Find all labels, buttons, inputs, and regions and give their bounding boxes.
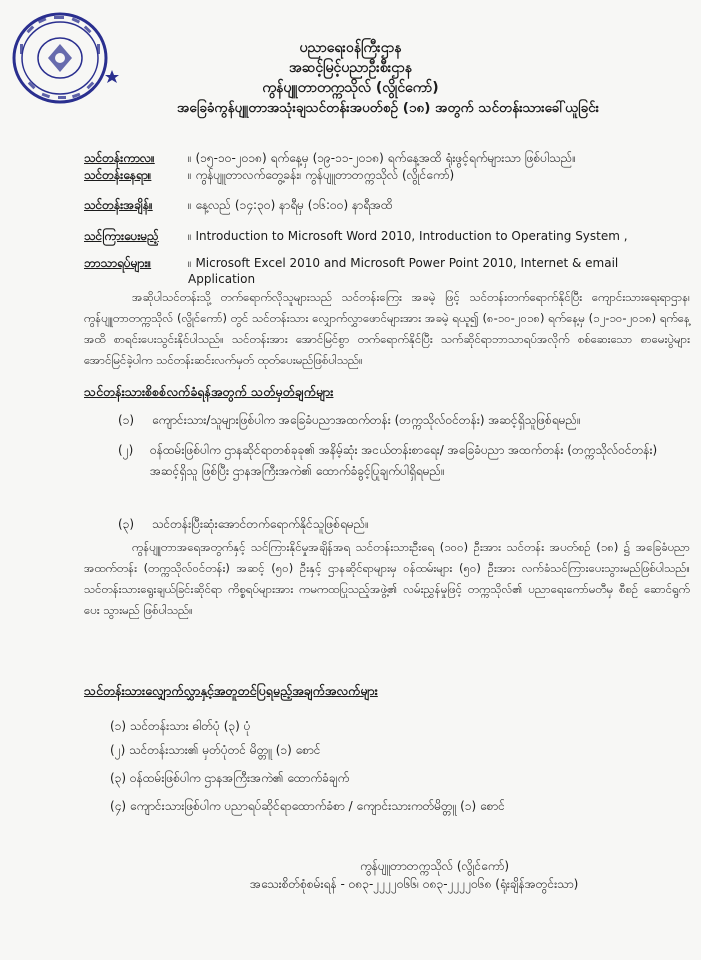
info-value: ။ (၁၅-၁၀-၂၀၁၈) ရက်နေ့မှ (၁၉-၁၁-၂၀၁၈) ရက်နေ့အထိ ရုံးဖွင့်ရက်များသာ ဖြစ်ပါသည်။ xyxy=(188,151,576,165)
list-item xyxy=(118,514,369,535)
info-label: သင်ကြားပေးမည့် xyxy=(84,229,159,243)
item-number: (၂) xyxy=(118,443,134,457)
info-label: သင်တန်းအချိန်။ xyxy=(84,198,153,212)
info-value: ။ ကွန်ပျူတာလက်တွေ့ခန်း၊ ကွန်ပျူတာတက္ကသိုလ် (လွိုင်ကော်) xyxy=(188,168,455,182)
item-text: ကျောင်းသား/သူများဖြစ်ပါက အခြေခံပညာအထက်တန်း (တက္ကသိုလ်ဝင်တန်း) အဆင့်ရှိသူဖြစ်ရမည်။ xyxy=(151,413,581,427)
item-number: (၃) xyxy=(118,517,135,531)
info-value: ။ Microsoft Excel 2010 and Microsoft Power Point 2010, Internet & email Application xyxy=(188,256,619,286)
announcement-title: အခြေခံကွန်ပျူတာအသုံးချသင်တန်းအပတ်စဉ် (၁၈) အတွက် သင်တန်းသားခေါ်ယူခြင်း xyxy=(176,100,600,116)
list-item: (၄) ကျောင်းသားဖြစ်ပါက ပညာရပ်ဆိုင်ရာထောက်ခံစာ / ကျောင်းသားကတ်မိတ္တူ (၁) စောင် xyxy=(110,799,505,813)
intro-paragraph: အဆိုပါသင်တန်းသို့ တက်ရောက်လိုသူများသည် သင်တန်းကြေး အခမဲ့ ဖြင့် သင်တန်းတက်ရောက်နိုင်ပြီး ကျောင်းသားရေးရာဌာန၊ ကွန်ပျူတာတက္ကသိုလ် (လွိုင်ကော်) တွင် သင်တန်းသား လျှောက်လွှာဖောင်များအား အခမဲ့ ရယူ၍ (၈-၁၀-၂၀၁၈) ရက်နေ့မှ (၁၂-၁၀-၂၀၁၈) ရက်နေ့အထိ စာရင်းပေးသွင်းနိုင်ပါသည်။ သင်တန်းအား အောင်မြင်စွာ တက်ရောက်နိုင်ပြီး သက်ဆိုင်ရာဘာသာရပ်အလိုက် စစ်ဆေးသော စာမေးပွဲများ အောင်မြင်ခဲ့ပါက သင်တန်းဆင်းလက်မှတ် ထုတ်ပေးမည်ဖြစ်ပါသည်။ xyxy=(84,290,690,367)
item-text: ဝန်ထမ်းဖြစ်ပါက ဌာနဆိုင်ရာတစ်ခုခု၏ အနိမ့်ဆုံး အငယ်တန်းစာရေး/ အခြေခံပညာ အထက်တန်း (တက္ကသိုလ်ဝင်တန်း) အဆင့်ရှိသူ ဖြစ်ပြီး ဌာနအကြီးအကဲ၏ ထောက်ခံခွင့်ပြုချက်ပါရှိရမည်။ xyxy=(150,443,658,478)
info-label: သင်တန်းကာလ။ xyxy=(84,151,155,165)
item-text: သင်တန်းပြီးဆုံးအောင်တက်ရောက်နိုင်သူဖြစ်ရမည်။ xyxy=(151,517,369,531)
selection-paragraph: ကွန်ပျူတာအရေအတွက်နှင့် သင်ကြားနိုင်မှုအချိန်အရ သင်တန်းသားဦးရေ (၁၀၀) ဦးအား သင်တန်း အပတ်စဉ် (၁၈) ၌ အခြေခံပညာအထက်တန်း (တက္ကသိုလ်ဝင်တန်း) အဆင့် (၅၀) ဦးနှင့် ဌာနဆိုင်ရာများမှ ဝန်ထမ်းများ (၅၀) ဦးအား လက်ခံသင်ကြားပေးသွားမည်ဖြစ်ပါသည်။ သင်တန်းသားရွေးချယ်ခြင်းဆိုင်ရာ ကိစ္စရပ်များအား ကမကထပြုသည့်အဖွဲ့၏ လမ်းညွှန်မှုဖြင့် တက္ကသိုလ်၏ ပညာရေးကော်မတီမှ စီစဉ် ဆောင်ရွက်ပေး သွားမည် ဖြစ်ပါသည်။ xyxy=(84,540,690,617)
list-item: (၁) သင်တန်းသား ဓါတ်ပုံ (၃) ပုံ xyxy=(110,719,251,733)
list-item: (၂) သင်တန်းသား၏ မှတ်ပုံတင် မိတ္တူ (၁) စောင် xyxy=(110,743,321,757)
info-label: သင်တန်းနေရာ။ xyxy=(84,168,152,182)
ministry-title: ပညာရေးဝန်ကြီးဌာန xyxy=(299,40,402,56)
documents-heading: သင်တန်းသားလျှောက်လွှာနှင့်အတူတင်ပြရမည့်အချက်အလက်များ xyxy=(84,683,378,698)
university-title: ကွန်ပျူတာတက္ကသိုလ် (လွိုင်ကော်) xyxy=(262,80,439,96)
info-value: ။ Introduction to Microsoft Word 2010, Introduction to Operating System , xyxy=(188,229,628,243)
info-value: ။ နေ့လည် (၁၄:၃၀) နာရီမှ (၁၆:၀၀) နာရီအထိ xyxy=(188,198,393,212)
requirements-heading: သင်တန်းသားစိစစ်လက်ခံရန်အတွက် သတ်မှတ်ချက်များ xyxy=(84,384,334,399)
footer-contact: အသေးစိတ်စုံစမ်းရန် - ၀၈၃-၂၂၂၂၀၆၆၊ ၀၈၃-၂၂၂၂၀၆၈ (ရုံးချိန်အတွင်းသာ) xyxy=(250,877,579,891)
item-number: (၁) xyxy=(118,413,135,427)
list-item: (၃) ဝန်ထမ်းဖြစ်ပါက ဌာနအကြီးအကဲ၏ ထောက်ခံချက် xyxy=(110,771,350,785)
department-title: အဆင့်မြင့်ပညာဦးစီးဌာန xyxy=(288,60,413,76)
list-item xyxy=(118,410,581,431)
info-label: ဘာသာရပ်များ။ xyxy=(84,256,152,270)
footer-university: ကွန်ပျူတာတက္ကသိုလ် (လွိုင်ကော်) xyxy=(360,859,510,873)
